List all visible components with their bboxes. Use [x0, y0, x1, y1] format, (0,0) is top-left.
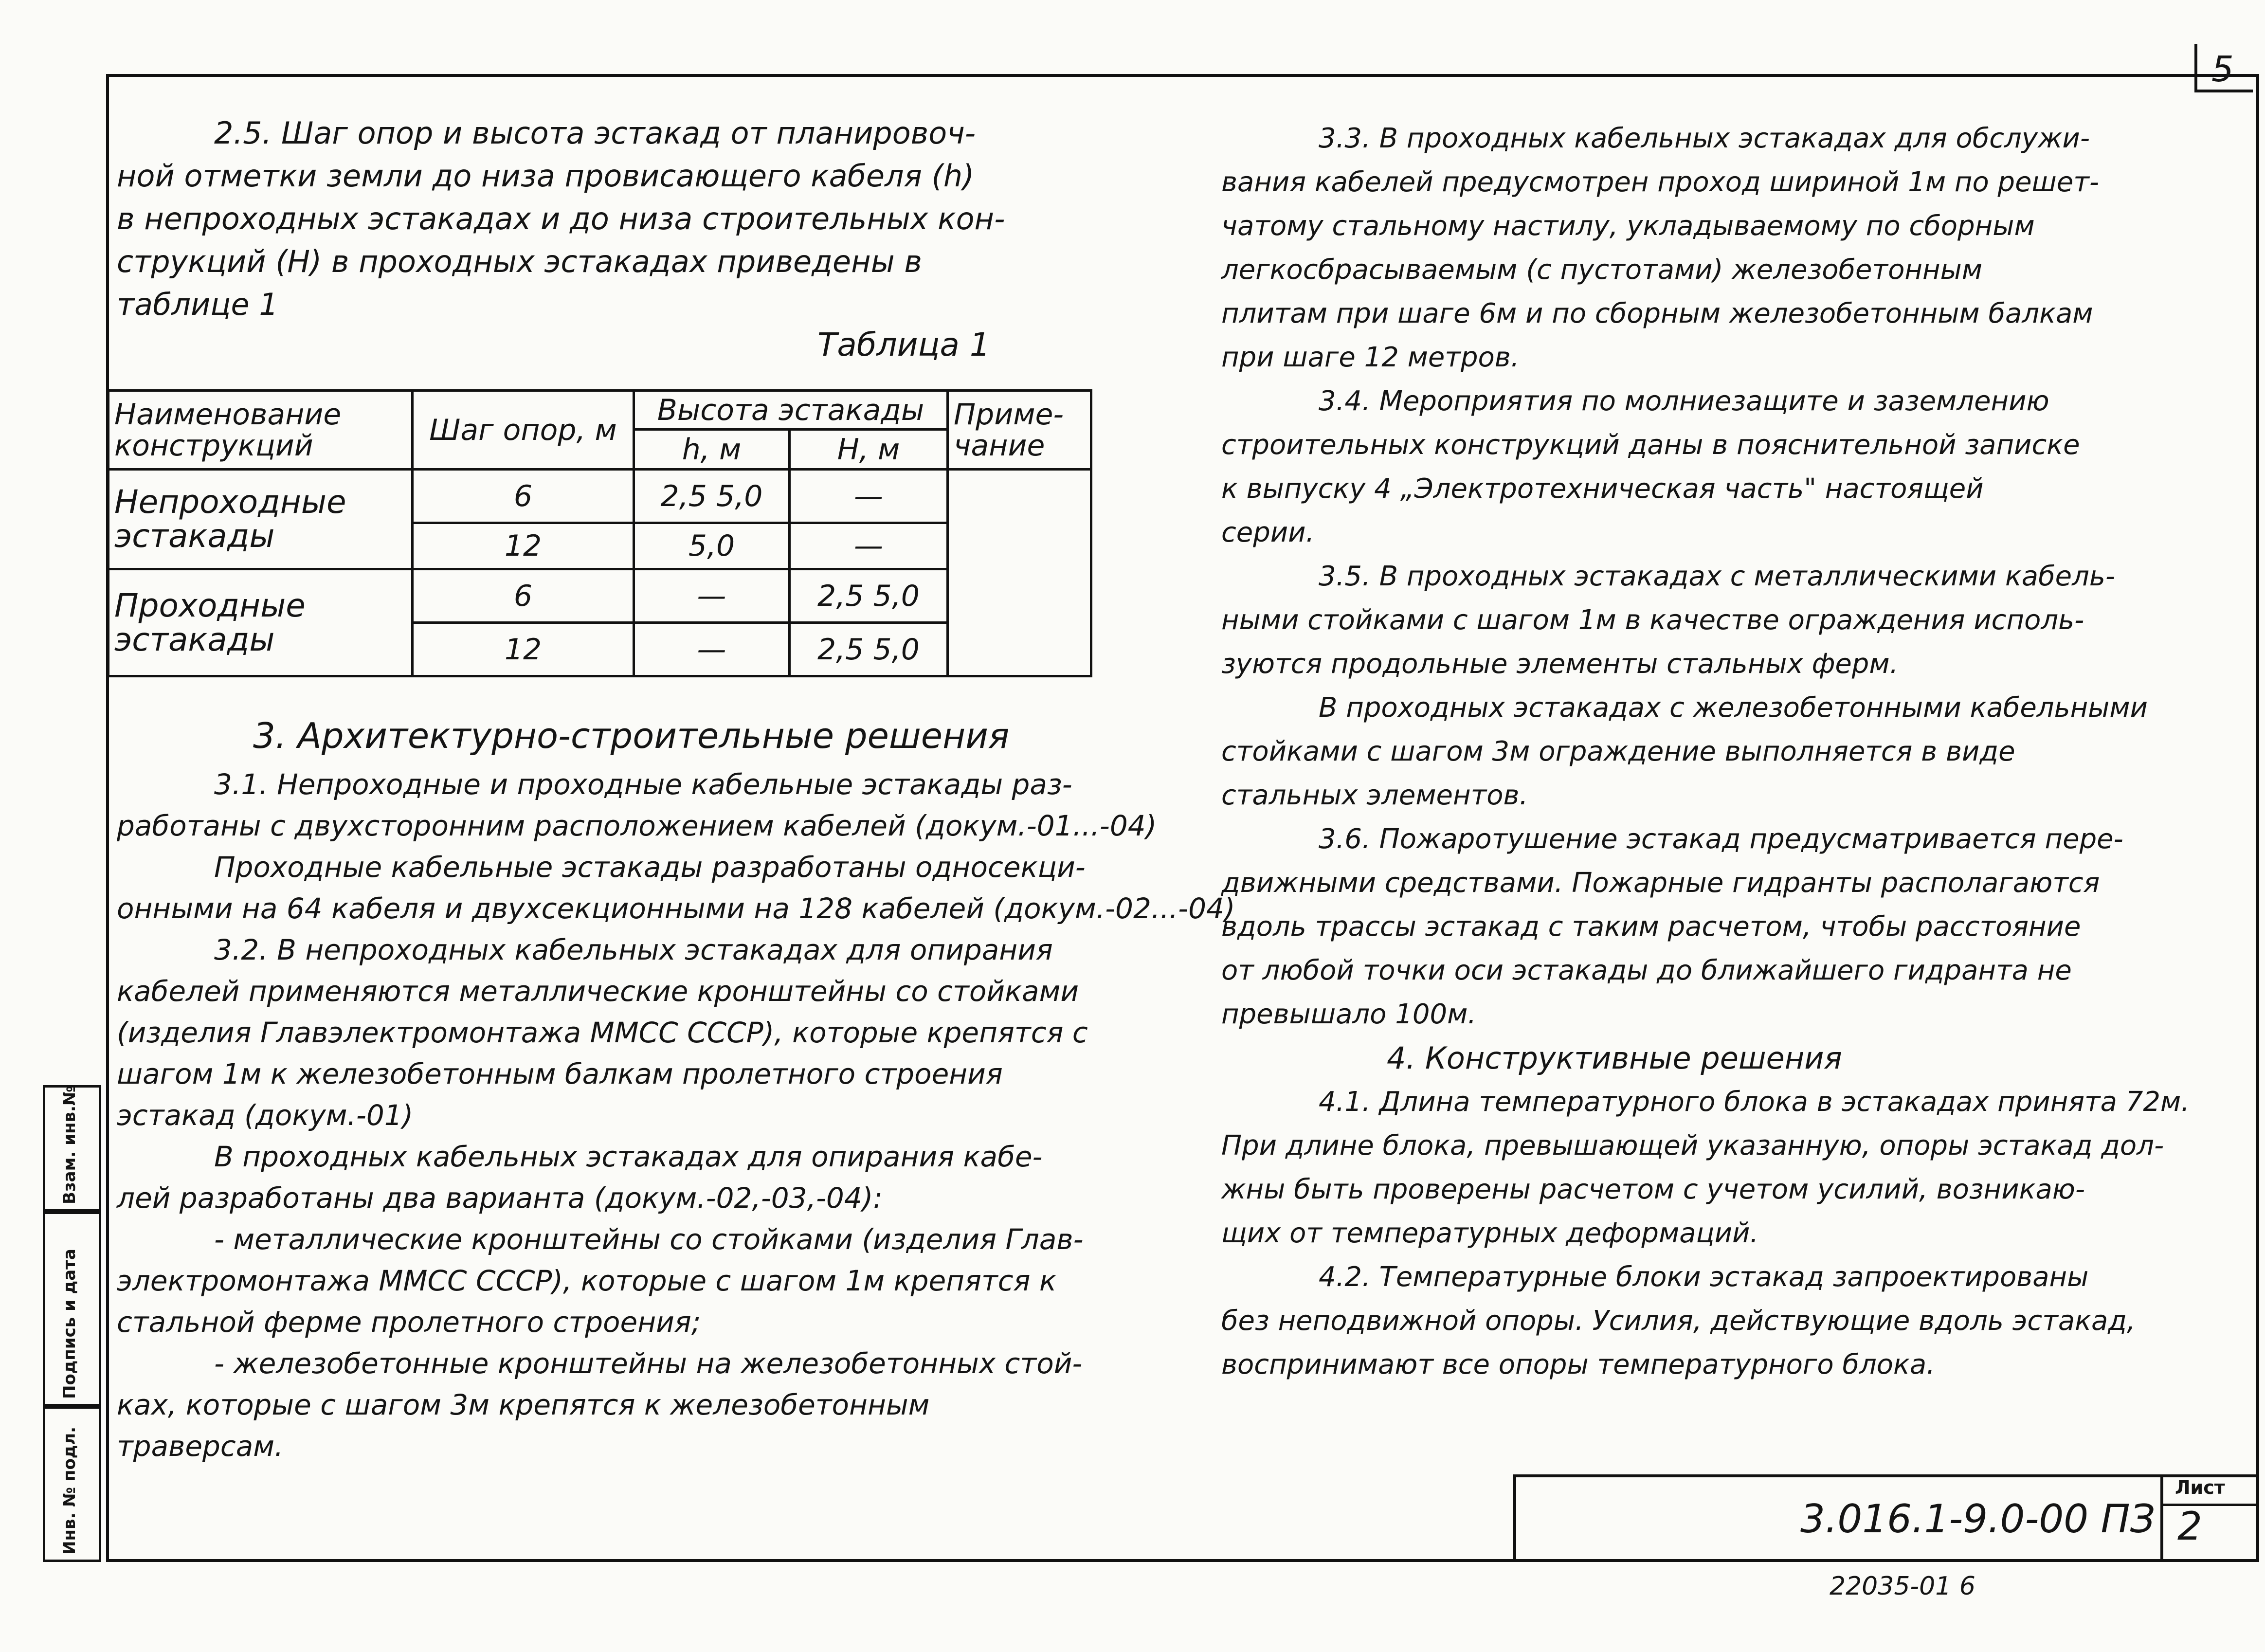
text-line: - железобетонные кронштейны на железобетонных стой- [214, 1347, 1083, 1380]
text-line: стальной ферме пролетного строения; [117, 1306, 701, 1339]
table-cell: — [634, 623, 790, 676]
text-line: шагом 1м к железобетонным балкам пролетного строения [117, 1057, 1003, 1090]
text-line: онными на 64 кабеля и двухсекционными на 128 кабелей (докум.-02...-04) [117, 892, 1235, 925]
text-line: ках, которые с шагом 3м крепятся к железобетонным [117, 1388, 930, 1421]
text-line: без неподвижной опоры. Усилия, действующие вдоль эстакад, [1221, 1305, 2136, 1337]
section-2-5 [117, 112, 1005, 326]
text-line: В проходных эстакадах с железобетонными кабельными [1319, 692, 2148, 724]
text-line: струкций (H) в проходных эстакадах приведены в [117, 244, 922, 279]
table-1 [107, 389, 1092, 677]
text-line: чатому стальному настилу, укладываемому по сборным [1221, 210, 2035, 242]
table-cell: 5,0 [634, 523, 790, 569]
header-step: Шаг опор, м [413, 391, 634, 470]
text-line: ной отметки земли до низа провисающего кабеля (h) [117, 158, 975, 194]
sheet-label: Лист [2175, 1477, 2225, 1498]
archive-number: 22035-01 6 [1830, 1572, 1975, 1601]
table-cell: — [790, 523, 948, 569]
text-line: электромонтажа ММСС СССР), которые с шагом 1м крепятся к [117, 1264, 1056, 1297]
section-4-title: 4. Конструктивные решения [1387, 1040, 1842, 1076]
text-line: 4.1. Длина температурного блока в эстакадах принята 72м. [1319, 1086, 2190, 1118]
section-3 [117, 764, 1235, 1467]
text-line: траверсам. [117, 1430, 284, 1463]
section-3-title: 3. Архитектурно-строительные решения [253, 715, 1010, 756]
text-line: ными стойками с шагом 1м в качестве ограждения исполь- [1221, 604, 2084, 636]
header-name: Наименование конструкций [109, 391, 413, 470]
table-cell: 2,5 5,0 [790, 569, 948, 623]
header-H: H, м [790, 430, 948, 470]
text-line: 3.4. Мероприятия по молниезащите и заземлению [1319, 385, 2049, 417]
table-cell: 12 [413, 523, 634, 569]
text-line: воспринимают все опоры температурного блока. [1221, 1349, 1935, 1380]
text-line: в непроходных эстакадах и до низа строительных кон- [117, 201, 1005, 236]
header-height: Высота эстакады [634, 391, 948, 430]
text-line: 3.1. Непроходные и проходные кабельные эстакады раз- [214, 768, 1072, 801]
text-line: 3.3. В проходных кабельных эстакадах для обслужи- [1319, 123, 2090, 154]
table-cell: 12 [413, 623, 634, 676]
text-line: Проходные кабельные эстакады разработаны односекци- [214, 851, 1086, 884]
table-cell: 6 [413, 569, 634, 623]
text-line: зуются продольные элементы стальных ферм. [1221, 648, 1899, 680]
table-caption: Таблица 1 [817, 326, 990, 363]
text-line: 3.6. Пожаротушение эстакад предусматривается пере- [1319, 823, 2123, 855]
table-cell: — [790, 470, 948, 523]
side-label-inv: Инв. № подл. [60, 1426, 79, 1555]
group-1-name: Непроходные эстакады [109, 470, 413, 569]
text-line: к выпуску 4 „Электротехническая часть" настоящей [1221, 473, 1984, 505]
text-line: таблице 1 [117, 287, 278, 322]
text-line: При длине блока, превышающей указанную, опоры эстакад дол- [1221, 1130, 2164, 1162]
text-line: при шаге 12 метров. [1221, 342, 1520, 373]
text-line: строительных конструкций даны в пояснительной записке [1221, 429, 2080, 461]
text-line: В проходных кабельных эстакадах для опирания кабе- [214, 1140, 1043, 1173]
text-line: вания кабелей предусмотрен проход шириной 1м по решет- [1221, 166, 2100, 198]
text-line: вдоль трассы эстакад с таким расчетом, чтобы расстояние [1221, 911, 2081, 943]
text-line: эстакад (докум.-01) [117, 1099, 414, 1132]
text-line: 3.2. В непроходных кабельных эстакадах для опирания [214, 933, 1053, 966]
text-line: работаны с двухсторонним расположением кабелей (докум.-01...-04) [117, 809, 1157, 842]
text-line: легкосбрасываемым (с пустотами) железобетонным [1221, 254, 1983, 286]
table-cell: 6 [413, 470, 634, 523]
table-cell: — [634, 569, 790, 623]
document-code: 3.016.1-9.0-00 ПЗ [1800, 1496, 2155, 1542]
table-cell: 2,5 5,0 [790, 623, 948, 676]
header-note: Приме- чание [948, 391, 1091, 470]
text-line: превышало 100м. [1221, 998, 1477, 1030]
sheet-number: 2 [2177, 1504, 2202, 1549]
text-line: кабелей применяются металлические кронштейны со стойками [117, 975, 1079, 1008]
text-line: стальных элементов. [1221, 780, 1528, 811]
right-column [1221, 117, 2190, 1387]
side-block-sign [43, 1212, 101, 1406]
group-2-name: Проходные эстакады [109, 569, 413, 676]
side-label-sign: Подпись и дата [60, 1249, 79, 1399]
text-line: лей разработаны два варианта (докум.-02,-03,-04): [117, 1181, 883, 1215]
text-line: серии. [1221, 517, 1315, 548]
table-cell: 2,5 5,0 [634, 470, 790, 523]
side-block-inv [43, 1406, 101, 1562]
text-line: движными средствами. Пожарные гидранты располагаются [1221, 867, 2100, 899]
header-h: h, м [634, 430, 790, 470]
side-label-vzam: Взам. инв.№ [60, 1086, 79, 1204]
text-line: стойками с шагом 3м ограждение выполняется в виде [1221, 736, 2015, 767]
page-number: 5 [2211, 49, 2234, 90]
text-line: - металлические кронштейны со стойками (изделия Глав- [214, 1223, 1084, 1256]
note-cell [948, 470, 1091, 676]
side-block-vzam [43, 1085, 101, 1212]
text-line: плитам при шаге 6м и по сборным железобетонным балкам [1221, 298, 2093, 329]
text-line: 2.5. Шаг опор и высота эстакад от планировоч- [214, 115, 976, 151]
text-line: 4.2. Температурные блоки эстакад запроектированы [1319, 1261, 2089, 1293]
text-line: жны быть проверены расчетом с учетом усилий, возникаю- [1221, 1174, 2085, 1205]
text-line: щих от температурных деформаций. [1221, 1217, 1759, 1249]
text-line: (изделия Главэлектромонтажа ММСС СССР), которые крепятся с [117, 1016, 1088, 1049]
text-line: от любой точки оси эстакады до ближайшего гидранта не [1221, 955, 2072, 986]
text-line: 3.5. В проходных эстакадах с металлическими кабель- [1319, 561, 2116, 592]
